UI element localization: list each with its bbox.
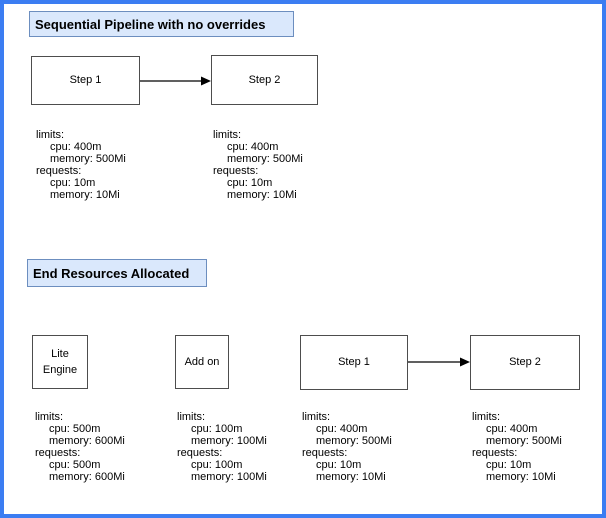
- section-title-end-resources: [27, 259, 207, 287]
- resource-line: limits:: [302, 411, 331, 423]
- arrow-connector-bottom: [408, 356, 470, 368]
- node-step1-bottom: [300, 335, 408, 390]
- resource-line: cpu: 400m: [50, 141, 102, 153]
- resource-line: limits:: [472, 411, 501, 423]
- node-label: Step 2: [509, 356, 541, 369]
- resource-line: cpu: 10m: [50, 177, 96, 189]
- resource-line: cpu: 10m: [316, 459, 362, 471]
- resource-line: memory: 500Mi: [486, 435, 562, 447]
- section-title-sequential-pipeline: [29, 11, 294, 37]
- node-label: Lite Engine: [42, 347, 78, 376]
- node-label: Step 1: [69, 74, 102, 87]
- node-step2-bottom: [470, 335, 580, 390]
- resource-line: limits:: [213, 129, 242, 141]
- resource-line: memory: 500Mi: [50, 153, 126, 165]
- node-step2-top: [211, 55, 318, 105]
- node-label: Add on: [184, 355, 220, 368]
- resources-step2-bottom: [472, 411, 562, 483]
- resource-line: memory: 100Mi: [191, 435, 267, 447]
- resource-line: memory: 500Mi: [227, 153, 303, 165]
- resources-lite-engine: [35, 411, 125, 483]
- resource-line: memory: 10Mi: [486, 471, 556, 483]
- resource-line: limits:: [36, 129, 65, 141]
- arrowhead-icon: [460, 358, 470, 367]
- resources-step1-top: [36, 129, 126, 201]
- resource-line: memory: 10Mi: [50, 189, 120, 201]
- resource-line: cpu: 500m: [49, 423, 101, 435]
- resource-line: requests:: [302, 447, 348, 459]
- resource-line: memory: 500Mi: [316, 435, 392, 447]
- resource-line: cpu: 100m: [191, 459, 243, 471]
- resource-line: cpu: 500m: [49, 459, 101, 471]
- resources-add-on: [177, 411, 267, 483]
- resource-line: limits:: [35, 411, 64, 423]
- arrow-connector-top: [140, 75, 211, 87]
- arrowhead-icon: [201, 77, 211, 86]
- resource-line: requests:: [472, 447, 518, 459]
- resource-line: memory: 10Mi: [316, 471, 386, 483]
- resource-line: cpu: 400m: [486, 423, 538, 435]
- section-title-text: End Resources Allocated: [33, 265, 190, 281]
- resource-line: requests:: [36, 165, 82, 177]
- resource-line: cpu: 400m: [316, 423, 368, 435]
- resources-step2-top: [213, 129, 303, 201]
- node-label: Step 1: [338, 356, 370, 369]
- resource-line: cpu: 100m: [191, 423, 243, 435]
- resource-line: memory: 600Mi: [49, 435, 125, 447]
- node-step1-top: [31, 56, 140, 105]
- resources-step1-bottom: [302, 411, 392, 483]
- node-label: Step 2: [248, 73, 281, 86]
- node-add-on: [175, 335, 229, 389]
- resource-line: cpu: 400m: [227, 141, 279, 153]
- section-title-text: Sequential Pipeline with no overrides: [35, 16, 266, 32]
- resource-line: cpu: 10m: [486, 459, 532, 471]
- resource-line: memory: 100Mi: [191, 471, 267, 483]
- resource-line: cpu: 10m: [227, 177, 273, 189]
- resource-line: memory: 600Mi: [49, 471, 125, 483]
- node-lite-engine: [32, 335, 88, 389]
- resource-line: memory: 10Mi: [227, 189, 297, 201]
- resource-line: requests:: [213, 165, 259, 177]
- resource-line: requests:: [177, 447, 223, 459]
- resource-line: requests:: [35, 447, 81, 459]
- resource-line: limits:: [177, 411, 206, 423]
